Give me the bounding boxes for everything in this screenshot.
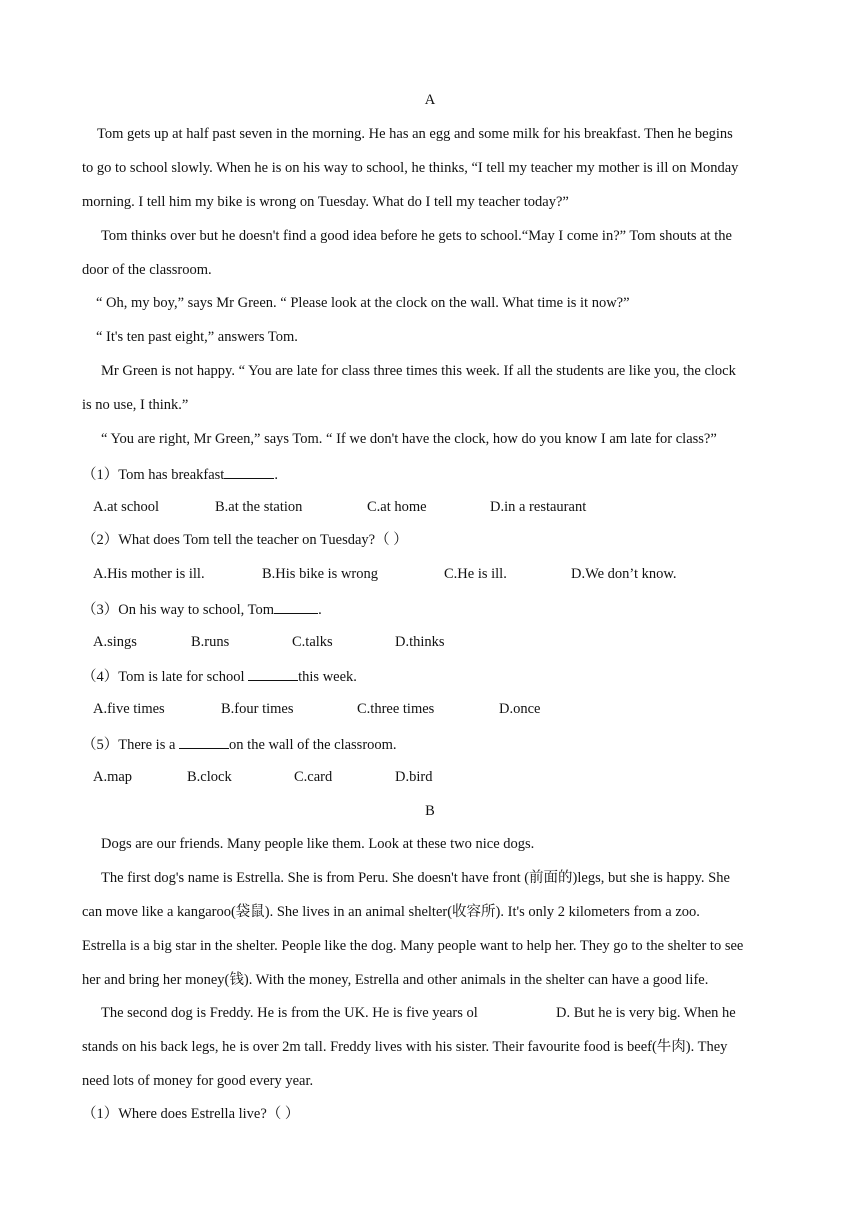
option-b[interactable]: B.runs [191,634,230,650]
question-stem-end: . [274,467,278,483]
question-stem-end: . [318,602,322,618]
question-stem-end: on the wall of the classroom. [229,737,397,753]
section-a-heading: A [424,92,436,108]
passage-b-line: stands on his back legs, he is over 2m tall. Freddy lives with his sister. Their favourite food is beef(牛肉). They [82,1039,728,1055]
answer-blank[interactable] [179,734,229,749]
question-a4 [82,666,357,686]
passage-b-line: Estrella is a big star in the shelter. People like the dog. Many people want to help her. They go to the shelter to see [82,938,744,954]
option-c[interactable]: C.talks [292,634,333,650]
passage-b-line: need lots of money for good every year. [82,1073,314,1089]
question-stem: （1）Tom has breakfast [82,467,225,483]
passage-b-line: Dogs are our friends. Many people like them. Look at these two nice dogs. [101,836,535,852]
question-stem-end: this week. [298,669,357,685]
passage-a-line: morning. I tell him my bike is wrong on Tuesday. What do I tell my teacher today?” [82,194,569,210]
option-d[interactable]: D.bird [395,769,433,785]
option-b[interactable]: B.four times [221,701,294,717]
option-d[interactable]: D.in a restaurant [490,499,587,515]
option-c[interactable]: C.at home [367,499,427,515]
option-c[interactable]: C.He is ill. [444,566,507,582]
question-stem: （5）There is a [82,737,180,753]
passage-a-line: “ It's ten past eight,” answers Tom. [96,329,298,345]
option-a[interactable]: A.five times [93,701,165,717]
option-a[interactable]: A.sings [93,634,137,650]
option-a[interactable]: A.His mother is ill. [93,566,205,582]
passage-b-line: can move like a kangaroo(袋鼠). She lives in an animal shelter(收容所). It's only 2 kilometers from a zoo. [82,904,700,920]
passage-b-line: The second dog is Freddy. He is from the UK. He is five years ol [101,1005,478,1021]
question-a1 [82,464,278,484]
option-c[interactable]: C.card [294,769,333,785]
passage-a-line: Tom thinks over but he doesn't find a good idea before he gets to school.“May I come in?” Tom shouts at the [101,228,732,244]
option-c[interactable]: C.three times [357,701,435,717]
option-a[interactable]: A.at school [93,499,160,515]
passage-a-line: is no use, I think.” [82,397,189,413]
passage-a-line: Mr Green is not happy. “ You are late for class three times this week. If all the students are like you, the clock [101,363,736,379]
option-d[interactable]: D.We don’t know. [571,566,677,582]
answer-blank[interactable] [248,666,298,681]
question-stem: （4）Tom is late for school [82,669,249,685]
passage-b-line: her and bring her money(钱). With the money, Estrella and other animals in the shelter can have a good life. [82,972,709,988]
passage-a-line: to go to school slowly. When he is on his way to school, he thinks, “I tell my teacher my mother is ill on Monday [82,160,739,176]
option-d[interactable]: D.thinks [395,634,445,650]
answer-blank[interactable] [274,599,318,614]
question-b1: （1）Where does Estrella live?（ ） [82,1106,300,1122]
passage-b-line: The first dog's name is Estrella. She is from Peru. She doesn't have front (前面的)legs, but she is happy. She [101,870,730,886]
answer-blank[interactable] [224,464,274,479]
question-stem: （3）On his way to school, Tom [82,602,275,618]
section-b-heading: B [425,803,435,819]
passage-a-line: door of the classroom. [82,262,212,278]
question-a5 [82,734,397,754]
option-d[interactable]: D.once [499,701,541,717]
passage-a-line: Tom gets up at half past seven in the morning. He has an egg and some milk for his breakfast. Then he begins [97,126,733,142]
option-b[interactable]: B.clock [187,769,232,785]
option-a[interactable]: A.map [93,769,133,785]
passage-b-line: D. But he is very big. When he [556,1005,736,1021]
passage-a-line: “ You are right, Mr Green,” says Tom. “ If we don't have the clock, how do you know I am late for class?” [101,431,717,447]
question-a3 [82,599,322,619]
passage-a-line: “ Oh, my boy,” says Mr Green. “ Please look at the clock on the wall. What time is it now?” [96,295,630,311]
question-a2: （2）What does Tom tell the teacher on Tuesday?（ ） [82,532,408,548]
option-b[interactable]: B.His bike is wrong [262,566,378,582]
option-b[interactable]: B.at the station [215,499,303,515]
